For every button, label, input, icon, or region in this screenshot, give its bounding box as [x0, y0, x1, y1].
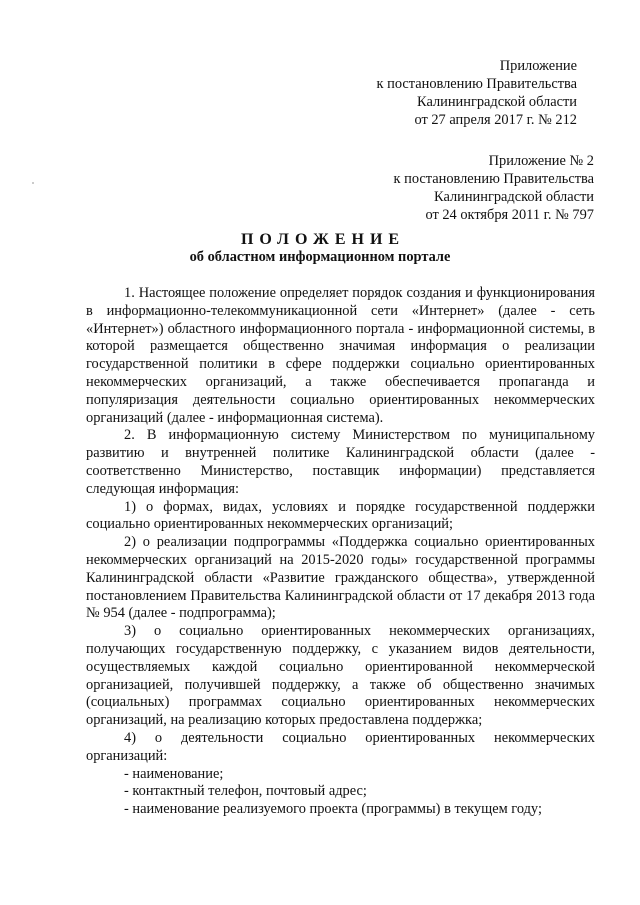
- paragraph: 3) о социально ориентированных некоммерческих организациях, получающих государственную поддержку, с указанием видов деятельности, осуществляемых каждой социально ориентированной некоммерческой организацией, получившей поддержку, а также об общественно значимых (социальных) программах социально ориентированных некоммерческих организаций, на реализацию которых предоставлена поддержка;: [86, 623, 595, 729]
- scan-artifact: [32, 182, 34, 184]
- appendix-resolution-line: к постановлению Правительства: [376, 76, 577, 92]
- paragraph: 1) о формах, видах, условиях и порядке государственной поддержки социально ориентированных некоммерческих организаций;: [86, 498, 595, 533]
- list-item: - наименование;: [124, 765, 224, 782]
- paragraph: 2) о реализации подпрограммы «Поддержка социально ориентированных некоммерческих организаций на 2015-2020 годы» государственной программы Калининградской области «Развитие гражданского общества», утвержденной постановлением Правительства Калининградской области от 17 декабря 2013 года № 954 (далее - подпрограмма);: [86, 534, 595, 622]
- document-title: ПОЛОЖЕНИЕ: [240, 231, 406, 248]
- appendix-region-line: Калининградской области: [417, 94, 577, 110]
- appendix-date-line: от 24 октября 2011 г. № 797: [425, 207, 594, 223]
- appendix-label: Приложение: [499, 58, 577, 74]
- paragraph: 1. Настоящее положение определяет порядок создания и функционирования в информационно-телекоммуникационной сети «Интернет» (далее - сеть «Интернет») областного информационного портала - информационной системы, в которой размещается общественно значимая информация о реализации государственной политики в сфере поддержки социально ориентированных некоммерческих организаций, а также обеспечивается пропаганда и популяризация деятельности социально ориентированных некоммерческих организаций (далее - информационная система).: [86, 285, 595, 426]
- list-item: - контактный телефон, почтовый адрес;: [124, 783, 367, 800]
- document-body: [86, 285, 595, 819]
- appendix-header-original: [394, 152, 594, 224]
- paragraph: 4) о деятельности социально ориентированных некоммерческих организаций:: [86, 729, 595, 764]
- appendix-resolution-line: к постановлению Правительства: [393, 171, 594, 187]
- paragraph: 2. В информационную систему Министерством по муниципальному развитию и внутренней политике Калининградской области (далее - соответственно Министерство, поставщик информации) представляется следующая информация:: [86, 427, 595, 497]
- appendix-label: Приложение № 2: [488, 153, 594, 169]
- list-item: - наименование реализуемого проекта (программы) в текущем году;: [124, 801, 542, 818]
- document-subtitle: об областном информационном портале: [189, 249, 451, 265]
- appendix-header-current: [377, 57, 577, 129]
- appendix-date-line: от 27 апреля 2017 г. № 212: [414, 112, 577, 128]
- appendix-region-line: Калининградской области: [434, 189, 594, 205]
